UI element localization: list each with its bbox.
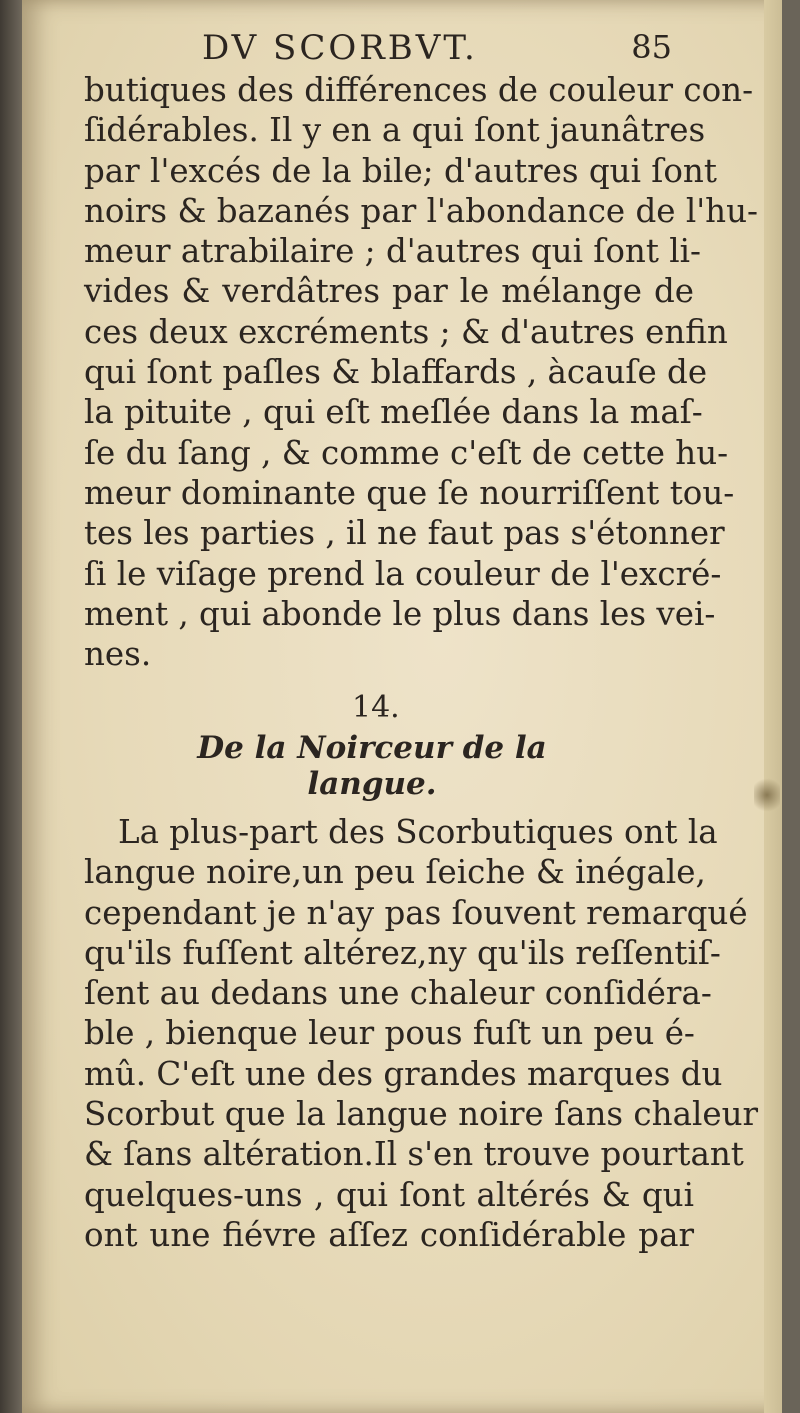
paper-stain bbox=[754, 775, 780, 815]
paragraph-2 bbox=[84, 812, 759, 1255]
text-line: meur atrabilaire ; d'autres qui ſont li- bbox=[84, 232, 701, 271]
text-line: quelques-uns , qui ſont altérés & qui bbox=[84, 1175, 694, 1214]
book-spine-shadow bbox=[0, 0, 22, 1413]
text-line: butiques des différences de couleur con- bbox=[84, 71, 754, 109]
text-line: nes. bbox=[84, 635, 152, 674]
text-line: & ſans altération.Il s'en trouve pourtant bbox=[84, 1135, 744, 1174]
text-line: langue noire,un peu ſeiche & inégale, bbox=[84, 853, 706, 892]
chapter-number: 14. bbox=[352, 690, 400, 725]
text-line: ſent au dedans une chaleur conſidéra- bbox=[84, 974, 712, 1013]
text-line: qu'ils fuſſent altérez,ny qu'ils reſſentiſ- bbox=[84, 933, 721, 972]
page-number: 85 bbox=[631, 28, 672, 66]
text-line: Scorbut que la langue noire ſans chaleur bbox=[84, 1095, 759, 1134]
running-head: DV SCORBVT. bbox=[202, 28, 478, 68]
text-line: mû. C'eſt une des grandes marques du bbox=[84, 1054, 723, 1093]
text-line: noirs & bazanés par l'abondance de l'hu- bbox=[84, 191, 759, 230]
text-line: par l'excés de la bile; d'autres qui ſont bbox=[84, 151, 717, 190]
text-line: meur dominante que ſe nourriſſent tou- bbox=[84, 473, 735, 512]
text-line: ces deux excréments ; & d'autres enfin bbox=[84, 312, 728, 351]
text-line: cependant je n'ay pas ſouvent remarqué bbox=[84, 893, 748, 932]
text-line: ſe du ſang , & comme c'eſt de cette hu- bbox=[84, 433, 729, 472]
text-line: ble , bienque leur pous fuſt un peu é- bbox=[84, 1014, 695, 1053]
text-line: ſidérables. Il y en a qui ſont jaunâtres bbox=[84, 111, 706, 150]
text-line: ment , qui abonde le plus dans les vei- bbox=[84, 594, 716, 633]
paragraph-1 bbox=[84, 70, 759, 674]
chapter-title: De la Noirceur de la langue. bbox=[197, 730, 547, 802]
text-line: la pituite , qui eſt meſlée dans la maſ- bbox=[84, 393, 703, 432]
text-line: tes les parties , il ne faut pas s'étonner bbox=[84, 514, 725, 553]
text-line: qui ſont paſles & blaffards , àcauſe de bbox=[84, 353, 708, 392]
book-page bbox=[22, 0, 782, 1413]
page-edge bbox=[764, 0, 782, 1413]
text-line: vides & verdâtres par le mélange de bbox=[84, 272, 694, 311]
text-line: La plus-part des Scorbutiques ont la bbox=[118, 813, 718, 851]
text-line: ſi le viſage prend la couleur de l'excré- bbox=[84, 554, 722, 593]
text-line: ont une fiévre aſſez conſidérable par bbox=[84, 1215, 694, 1254]
